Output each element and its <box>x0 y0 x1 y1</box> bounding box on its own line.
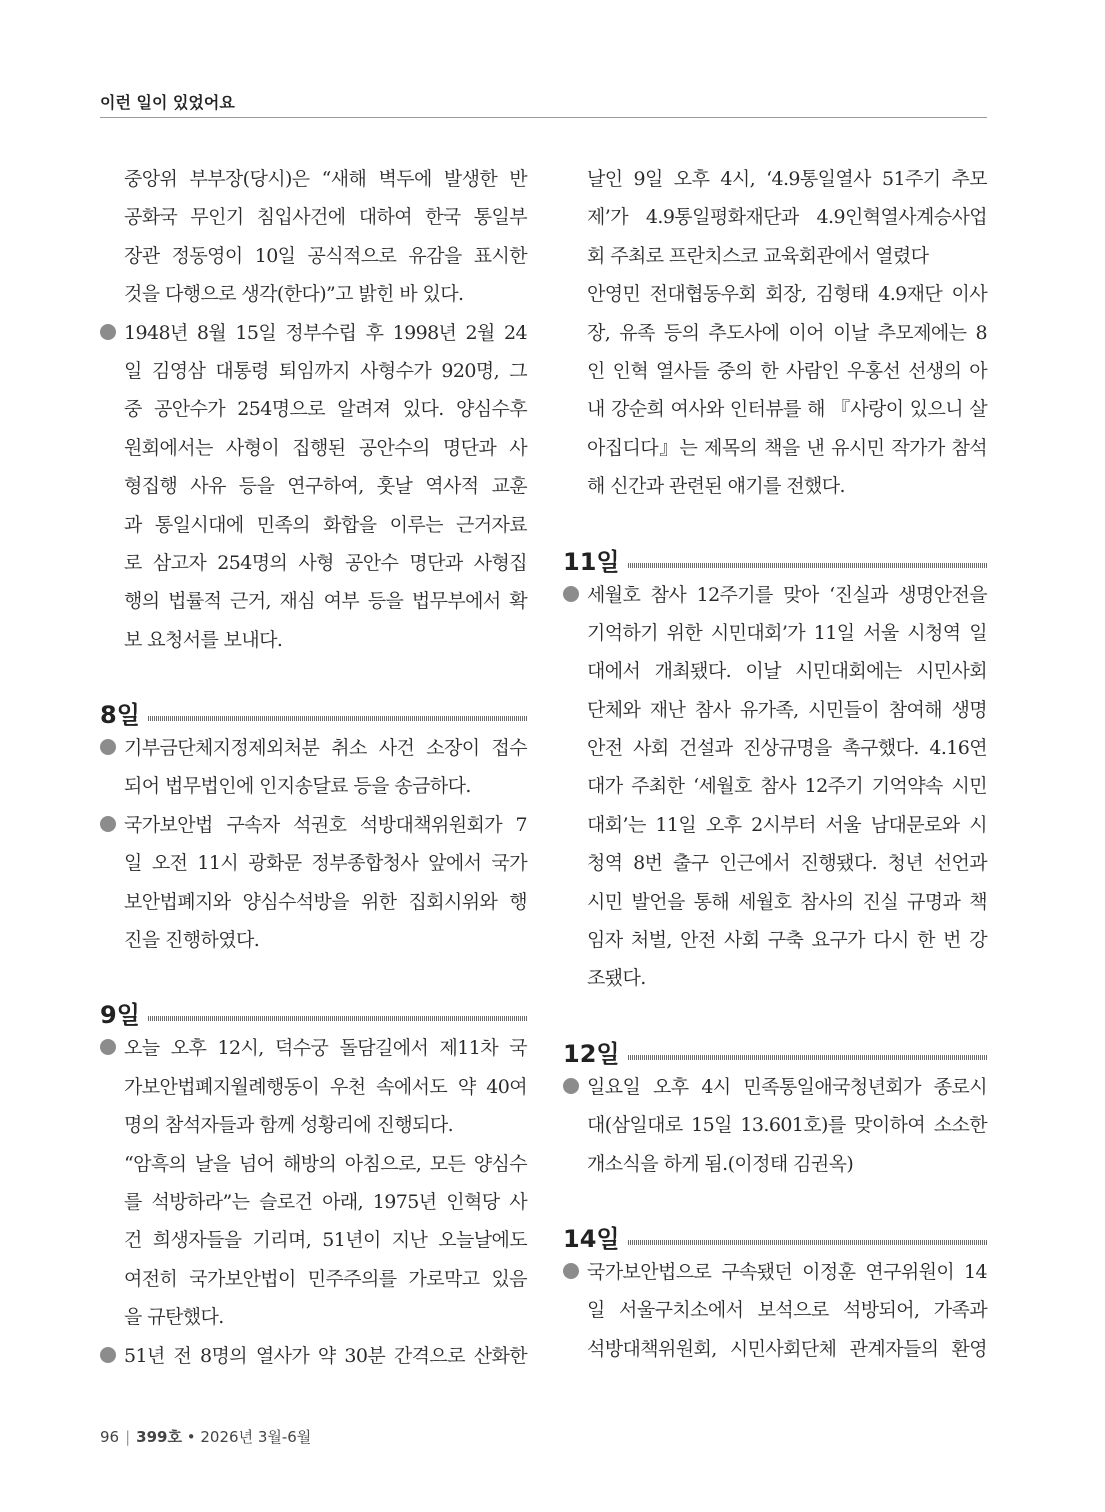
text-span: 기부금단체지정제외처분 취소 사건 소장이 접수 <box>124 737 527 760</box>
bullet-icon <box>100 739 116 755</box>
text-span: 일요일 오후 4시 민족통일애국청년회가 종로시 <box>587 1075 987 1098</box>
text-line: 대에서 개최됐다. 이날 시민대회에는 시민사회 <box>587 660 987 683</box>
dotted-rule <box>628 563 987 568</box>
dotted-rule <box>148 1016 527 1021</box>
list-item <box>100 1029 527 1336</box>
text-line: 중앙위 부부장(당시)은 “새해 벽두에 발생한 반 <box>124 168 527 190</box>
list-item <box>563 1253 987 1368</box>
text-line: 보안법폐지와 양심수석방을 위한 집회시위와 행 <box>124 890 527 913</box>
text-line: 건 희생자들을 기리며, 51년이 지난 오늘날에도 <box>124 1229 527 1252</box>
footer-separator: | <box>125 1428 131 1446</box>
text-line: 해 신간과 관련된 얘기를 전했다. <box>587 475 846 498</box>
text-line: 장관 정동영이 10일 공식적으로 유감을 표시한 <box>124 244 527 267</box>
text-line <box>100 806 527 844</box>
text-line <box>100 1337 527 1375</box>
text-line: 것을 다행으로 생각(한다)”고 밝힌 바 있다. <box>124 283 464 306</box>
text-line <box>563 1253 987 1291</box>
footer-dot: • <box>186 1428 196 1446</box>
date-heading <box>563 1199 987 1253</box>
section-header: 이런 일이 있었어요 <box>100 93 235 112</box>
dotted-rule <box>628 1055 987 1060</box>
bullet-icon <box>100 816 116 832</box>
text-line: “암흑의 날을 넘어 해방의 아침으로, 모든 양심수 <box>124 1152 527 1175</box>
text-line <box>100 729 527 767</box>
date-label: 14일 <box>563 1224 620 1253</box>
right-column <box>563 160 987 1368</box>
text-line: 과 통일시대에 민족의 화합을 이루는 근거자료 <box>124 513 527 536</box>
text-line: 을 규탄했다. <box>124 1306 224 1329</box>
text-line: 보 요청서를 보내다. <box>124 628 283 651</box>
issue-date: 2026년 3월-6월 <box>200 1428 312 1446</box>
continued-paragraph <box>563 160 987 506</box>
text-line: 대회’는 11일 오후 2시부터 서울 남대문로와 시 <box>587 813 987 836</box>
date-label: 8일 <box>100 701 140 730</box>
text-line <box>563 576 987 614</box>
text-line: 안영민 전대협동우회 회장, 김형태 4.9재단 이사 <box>587 283 987 306</box>
text-line: 공화국 무인기 침입사건에 대하여 한국 통일부 <box>124 206 527 229</box>
dotted-rule <box>148 716 527 721</box>
text-line: 대(삼일대로 15일 13.601호)를 맞이하여 소소한 <box>587 1114 987 1137</box>
text-line: 기억하기 위한 시민대회’가 11일 서울 시청역 일 <box>587 621 987 644</box>
bullet-icon <box>563 586 579 602</box>
page-footer <box>100 1426 311 1447</box>
date-heading <box>100 675 527 729</box>
text-line: 인 인혁 열사들 중의 한 사람인 우홍선 선생의 아 <box>587 359 987 382</box>
text-line: 형집행 사유 등을 연구하여, 훗날 역사적 교훈 <box>124 475 527 498</box>
text-line: 일 김영삼 대통령 퇴임까지 사형수가 920명, 그 <box>124 359 527 382</box>
text-span: 국가보안법 구속자 석권호 석방대책위원회가 7 <box>124 813 527 836</box>
text-line: 단체와 재난 참사 유가족, 시민들이 참여해 생명 <box>587 698 987 721</box>
text-line: 되어 법무법인에 인지송달료 등을 송금하다. <box>124 775 471 798</box>
text-line <box>563 1068 987 1106</box>
text-line: 장, 유족 등의 추도사에 이어 이날 추모제에는 8 <box>587 321 987 344</box>
text-line: 임자 처벌, 안전 사회 구축 요구가 다시 한 번 강 <box>587 929 987 952</box>
text-line: 회 주최로 프란치스코 교육회관에서 열렸다 <box>587 244 929 267</box>
text-line: 가보안법폐지월례행동이 우천 속에서도 약 40여 <box>124 1075 527 1098</box>
text-line: 를 석방하라”는 슬로건 아래, 1975년 인혁당 사 <box>124 1190 527 1213</box>
date-heading <box>563 522 987 576</box>
text-line: 조됐다. <box>587 967 646 990</box>
text-line: 내 강순희 여사와 인터뷰를 해 『사랑이 있으니 살 <box>587 398 987 421</box>
text-line: 안전 사회 건설과 진상규명을 촉구했다. 4.16연 <box>587 737 987 760</box>
list-item <box>100 1337 527 1375</box>
date-label: 9일 <box>100 1001 140 1030</box>
list-item <box>100 729 527 806</box>
text-line: 날인 9일 오후 4시, ‘4.9통일열사 51주기 추모 <box>587 168 987 190</box>
text-line: 석방대책위원회, 시민사회단체 관계자들의 환영 <box>587 1337 987 1360</box>
text-line: 일 서울구치소에서 보석으로 석방되어, 가족과 <box>587 1299 987 1322</box>
text-line: 명의 참석자들과 함께 성황리에 진행되다. <box>124 1114 454 1137</box>
bullet-icon <box>563 1078 579 1094</box>
text-line: 시민 발언을 통해 세월호 참사의 진실 규명과 책 <box>587 890 987 913</box>
text-line <box>100 1029 527 1067</box>
list-item <box>100 314 527 660</box>
date-label: 12일 <box>563 1039 620 1068</box>
text-line <box>100 314 527 352</box>
bullet-icon <box>100 1039 116 1055</box>
text-line: 아집디다』는 제목의 책을 낸 유시민 작가가 참석 <box>587 436 987 459</box>
bullet-icon <box>100 324 116 340</box>
issue-number: 399호 <box>136 1428 182 1446</box>
date-heading <box>563 1014 987 1068</box>
text-line: 일 오전 11시 광화문 정부종합청사 앞에서 국가 <box>124 852 527 875</box>
dotted-rule <box>628 1240 987 1245</box>
bullet-icon <box>100 1347 116 1363</box>
text-line: 원회에서는 사형이 집행된 공안수의 명단과 사 <box>124 436 527 459</box>
text-line: 진을 진행하였다. <box>124 929 260 952</box>
list-item <box>100 806 527 960</box>
text-line: 행의 법률적 근거, 재심 여부 등을 법무부에서 확 <box>124 590 527 613</box>
header-rule <box>100 117 987 118</box>
text-line: 중 공안수가 254명으로 알려져 있다. 양심수후 <box>124 398 527 421</box>
text-line: 로 삼고자 254명의 사형 공안수 명단과 사형집 <box>124 551 527 574</box>
text-line: 제’가 4.9통일평화재단과 4.9인혁열사계승사업 <box>587 206 987 229</box>
text-line: 여전히 국가보안법이 민주주의를 가로막고 있음 <box>124 1267 527 1290</box>
text-span: 51년 전 8명의 열사가 약 30분 간격으로 산화한 <box>124 1344 527 1367</box>
text-span: 1948년 8월 15일 정부수립 후 1998년 2월 24 <box>124 321 527 344</box>
list-item <box>563 1068 987 1183</box>
bullet-icon <box>563 1263 579 1279</box>
date-label: 11일 <box>563 547 620 576</box>
text-span: 국가보안법으로 구속됐던 이정훈 연구위원이 14 <box>587 1260 987 1283</box>
list-item <box>563 576 987 998</box>
left-column <box>100 160 527 1375</box>
page-number: 96 <box>100 1428 120 1446</box>
text-span: 세월호 참사 12주기를 맞아 ‘진실과 생명안전을 <box>587 583 987 606</box>
text-line: 개소식을 하게 됨.(이정태 김권옥) <box>587 1152 854 1175</box>
text-span: 오늘 오후 12시, 덕수궁 돌담길에서 제11차 국 <box>124 1037 527 1060</box>
intro-paragraph <box>100 160 527 314</box>
date-heading <box>100 975 527 1029</box>
text-line: 청역 8번 출구 인근에서 진행됐다. 청년 선언과 <box>587 852 987 875</box>
text-line: 대가 주최한 ‘세월호 참사 12주기 기억약속 시민 <box>587 775 987 798</box>
